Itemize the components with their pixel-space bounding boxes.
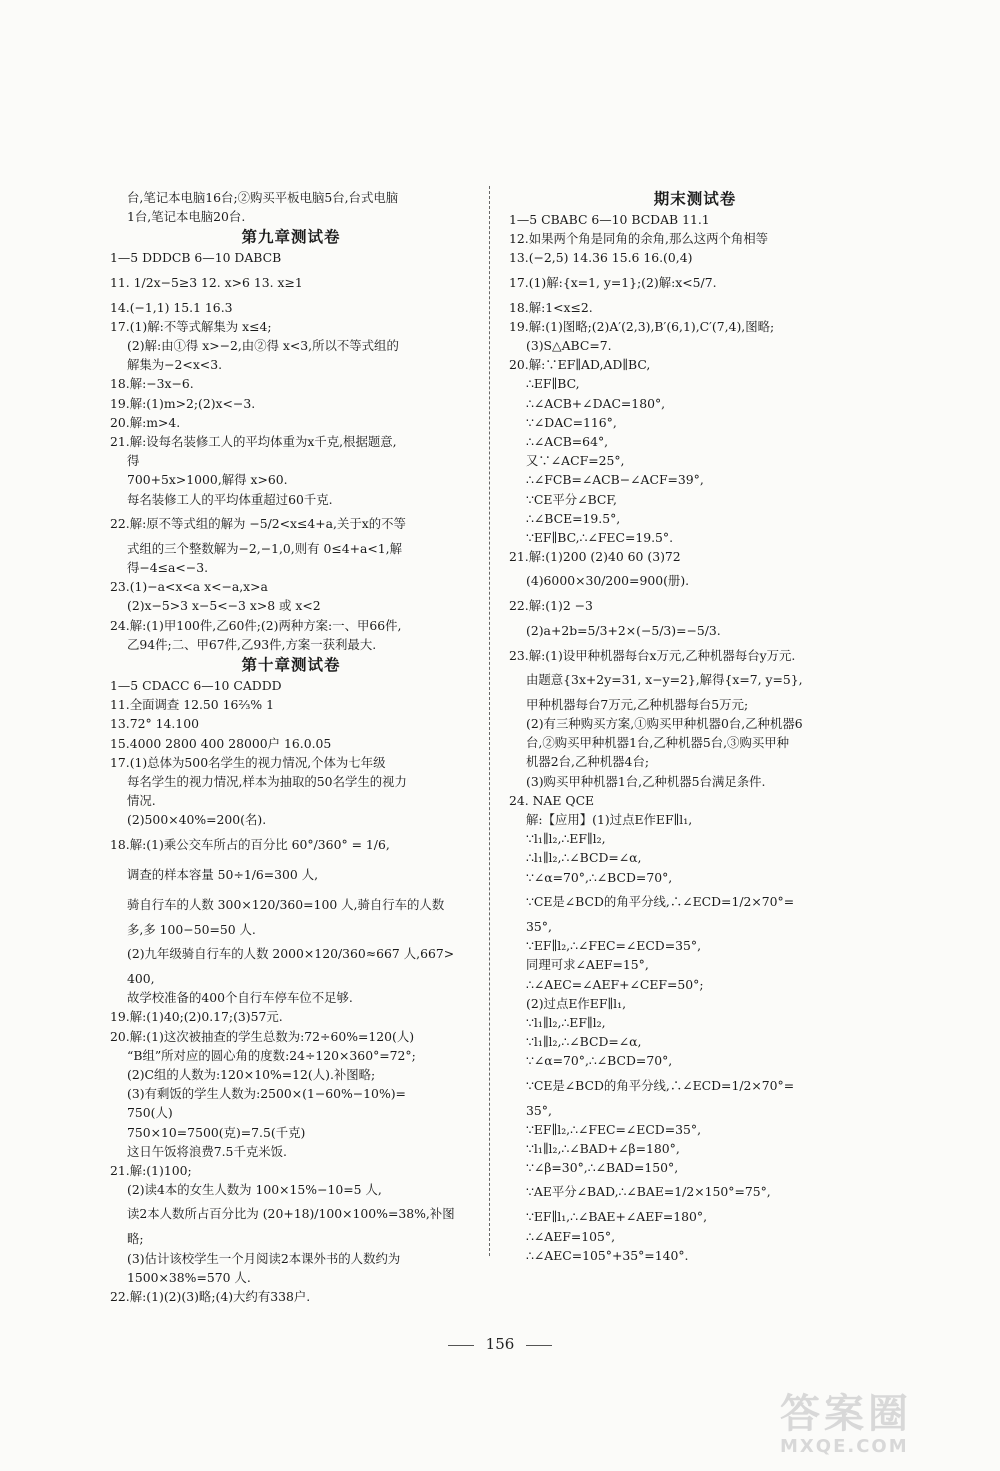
answer-line: (2)500×40%=200(名). <box>127 812 267 828</box>
answer-line: 700+5x>1000,解得 x>60. <box>127 472 288 488</box>
answer-line: “B组”所对应的圆心角的度数:24÷120×360°=72°; <box>127 1047 416 1063</box>
answer-line: 调查的样本容量 50÷1/6=300 人, <box>127 866 319 882</box>
answer-line: ∵CE是∠BCD的角平分线,∴∠ECD=1/2×70°= <box>526 893 795 909</box>
answer-line: ∵∠α=70°,∴∠BCD=70°, <box>526 1053 673 1069</box>
answer-line: ∵EF∥BC,∴∠FEC=19.5°. <box>526 530 674 546</box>
answer-line: 20.解:(1)这次被抽查的学生总数为:72÷60%=120(人) <box>110 1028 415 1044</box>
answer-line: 1—5 CBABC 6—10 BCDAB 11.1 <box>509 212 710 227</box>
answer-line: ∵l₁∥l₂,∴EF∥l₂, <box>526 831 606 847</box>
answer-line: 21.解:(1)200 (2)40 60 (3)72 <box>509 549 681 565</box>
answer-line: 13.72° 14.100 <box>110 716 199 732</box>
watermark-title: 答案圈 <box>780 1391 912 1437</box>
answer-line: ∴∠AEC=∠AEF+∠CEF=50°; <box>526 976 704 992</box>
answer-line: (2)a+2b=5/3+2×(−5/3)=−5/3. <box>526 622 721 638</box>
answer-line: (4)6000×30/200=900(册). <box>526 573 690 589</box>
answer-line: ∴∠AEC=105°+35°=140°. <box>526 1247 689 1263</box>
watermark-logo <box>780 1392 980 1462</box>
answer-line: ∵EF∥l₂,∴∠FEC=∠ECD=35°, <box>526 938 702 954</box>
answer-line: 22.解:(1)(2)(3)略;(4)大约有338户. <box>110 1288 311 1304</box>
answer-line: ∵l₁∥l₂,∴∠BAD+∠β=180°, <box>526 1140 680 1156</box>
answer-line: (2)九年级骑自行车的人数 2000×120/360≈667 人,667> <box>127 945 455 961</box>
answer-line: 得−4≤a<−3. <box>127 560 209 576</box>
answer-line: 每名学生的视力情况,样本为抽取的50名学生的视力 <box>127 774 407 790</box>
answer-line: 22.解:(1)2 −3 <box>509 598 593 614</box>
answer-line: (3)有剩饭的学生人数为:2500×(1−60%−10%)= <box>127 1086 406 1102</box>
page-number: 156 <box>485 1335 515 1353</box>
answer-line: 台,笔记本电脑16台;②购买平板电脑5台,台式电脑 <box>127 190 399 205</box>
answer-line: ∴∠ACB=64°, <box>526 434 609 450</box>
footer-dash-left <box>448 1345 474 1346</box>
answer-line: 15.4000 2800 400 28000户 16.0.05 <box>110 735 332 751</box>
answer-line: (2)读4本的女生人数为 100×15%−10=5 人, <box>127 1182 382 1198</box>
answer-line: 式组的三个整数解为−2,−1,0,则有 0≤4+a<1,解 <box>127 540 402 556</box>
answer-line: 20.解:m>4. <box>110 414 181 430</box>
answer-line: 读2本人数所占百分比为 (20+18)/100×100%=38%,补图 <box>127 1206 455 1222</box>
answer-line: ∵∠β=30°,∴∠BAD=150°, <box>526 1160 679 1176</box>
footer-dash-right <box>526 1345 552 1346</box>
answer-line: 这日午饭将浪费7.5千克米饭. <box>127 1143 287 1159</box>
left-column <box>110 188 472 1306</box>
answer-line: 机器2台,乙种机器4台; <box>526 754 650 770</box>
answer-line: 23.(1)−a<x<a x<−a,x>a <box>110 579 268 595</box>
answer-line: 22.解:原不等式组的解为 −5/2<x≤4+a,关于x的不等 <box>110 515 406 531</box>
answer-line: ∵∠DAC=116°, <box>526 414 617 430</box>
answer-line: 19.解:(1)40;(2)0.17;(3)57元. <box>110 1009 283 1025</box>
answer-line: 略; <box>127 1231 144 1247</box>
answer-line: 23.解:(1)设甲种机器每台x万元,乙种机器每台y万元. <box>509 647 796 663</box>
answer-line: 又∵∠ACF=25°, <box>526 453 625 469</box>
answer-line: (2)过点E作EF∥l₁, <box>526 995 627 1011</box>
answer-line: (3)估计该校学生一个月阅读2本课外书的人数约为 <box>127 1250 401 1266</box>
answer-line: 1—5 DDDCB 6—10 DABCB <box>110 250 282 266</box>
answer-line: ∵l₁∥l₂,∴EF∥l₂, <box>526 1014 606 1030</box>
answer-line: 每名装修工人的平均体重超过60千克. <box>127 491 333 507</box>
answer-line: ∵l₁∥l₂,∴∠BCD=∠α, <box>526 1034 642 1050</box>
answer-line: 21.解:设每名装修工人的平均体重为x千克,根据题意, <box>110 434 397 450</box>
answer-line: (3)购买甲种机器1台,乙种机器5台满足条件. <box>526 773 766 789</box>
answer-line: (2)有三种购买方案,①购买甲种机器0台,乙种机器6 <box>526 716 803 732</box>
answer-line: ∵AE平分∠BAD,∴∠BAE=1/2×150°=75°, <box>526 1184 771 1200</box>
answer-line: 解:【应用】(1)过点E作EF∥l₁, <box>526 812 693 828</box>
section-heading: 期末测试卷 <box>653 190 737 208</box>
answer-line: 19.解:(1)图略;(2)A′(2,3),B′(6,1),C′(7,4),图略; <box>509 318 775 334</box>
answer-line: 750(人) <box>127 1105 173 1121</box>
answer-line: (2)C组的人数为:120×10%=12(人).补图略; <box>127 1066 376 1082</box>
answer-line: 由题意{3x+2y=31, x−y=2},解得{x=7, y=5}, <box>526 671 803 687</box>
answer-line: 35°, <box>526 918 552 934</box>
answer-line: 14.(−1,1) 15.1 16.3 <box>110 299 233 315</box>
answer-line: ∴l₁∥l₂,∴∠BCD=∠α, <box>526 850 642 866</box>
answer-line: 故学校准备的400个自行车停车位不足够. <box>127 990 353 1006</box>
answer-line: ∴∠AEF=105°, <box>526 1228 616 1244</box>
answer-line: 11.全面调查 12.50 16⅔% 1 <box>110 697 274 713</box>
answer-line: 解集为−2<x<3. <box>127 357 223 373</box>
answer-line: ∴∠ACB+∠DAC=180°, <box>526 395 666 411</box>
section-heading: 第九章测试卷 <box>241 228 341 247</box>
answer-line: 多,多 100−50=50 人. <box>127 921 256 937</box>
answer-line: (2)x−5>3 x−5<−3 x>8 或 x<2 <box>127 598 321 614</box>
answer-line: 1500×38%=570 人. <box>127 1269 251 1285</box>
answer-line: (2)解:由①得 x>−2,由②得 x<3,所以不等式组的 <box>127 338 399 354</box>
answer-line: 21.解:(1)100; <box>110 1162 192 1178</box>
answer-line: ∵EF∥l₂,∴∠FEC=∠ECD=35°, <box>526 1121 702 1137</box>
answer-line: 17.(1)解:不等式解集为 x≤4; <box>110 318 272 334</box>
right-column <box>509 188 881 1265</box>
section-heading: 第十章测试卷 <box>241 656 341 675</box>
answer-line: 18.解:(1)乘公交车所占的百分比 60°/360° = 1/6, <box>110 836 390 852</box>
answer-line: 18.解:−3x−6. <box>110 376 194 392</box>
answer-line: 13.(−2,5) 14.36 15.6 16.(0,4) <box>509 250 693 266</box>
answer-line: 12.如果两个角是同角的余角,那么这两个角相等 <box>509 231 769 247</box>
answer-line: ∴∠FCB=∠ACB−∠ACF=39°, <box>526 472 704 488</box>
answer-line: 20.解:∵EF∥AD,AD∥BC, <box>509 357 651 373</box>
answer-line: 17.(1)解:{x=1, y=1};(2)解:x<5/7. <box>509 274 717 290</box>
answer-line: ∵CE是∠BCD的角平分线,∴∠ECD=1/2×70°= <box>526 1077 795 1093</box>
answer-line: 情况. <box>127 793 156 809</box>
answer-line: 台,②购买甲种机器1台,乙种机器5台,③购买甲种 <box>526 735 790 751</box>
answer-line: ∴EF∥BC, <box>526 376 580 392</box>
answer-line: 同理可求∠AEF=15°, <box>526 957 649 973</box>
answer-line: 24. NAE QCE <box>509 792 595 808</box>
column-divider <box>489 186 490 1256</box>
answer-line: 甲种机器每台7万元,乙种机器每台5万元; <box>526 696 749 712</box>
answer-line: 24.解:(1)甲100件,乙60件;(2)两种方案:一、甲66件, <box>110 617 402 633</box>
answer-line: (3)S△ABC=7. <box>526 338 612 354</box>
answer-line: ∵∠α=70°,∴∠BCD=70°, <box>526 869 673 885</box>
answer-line: 1台,笔记本电脑20台. <box>127 209 246 225</box>
answer-line: 400, <box>127 970 155 986</box>
answer-line: 1—5 CDACC 6—10 CADDD <box>110 678 282 694</box>
answer-line: 18.解:1<x≤2. <box>509 299 593 315</box>
page-footer <box>0 1335 1000 1353</box>
answer-line: 750×10=7500(克)=7.5(千克) <box>127 1124 306 1140</box>
answer-line: 乙94件;二、甲67件,乙93件,方案一获利最大. <box>127 636 377 652</box>
answer-line: 得 <box>127 453 140 469</box>
answer-line: 19.解:(1)m>2;(2)x<−3. <box>110 395 256 411</box>
answer-line: 骑自行车的人数 300×120/360=100 人,骑自行车的人数 <box>127 896 445 912</box>
answer-line: ∵EF∥l₁,∴∠BAE+∠AEF=180°, <box>526 1209 708 1225</box>
answer-line: 17.(1)总体为500名学生的视力情况,个体为七年级 <box>110 754 386 770</box>
watermark-url: MXQE.COM <box>780 1436 909 1457</box>
answer-line: 11. 1/2x−5≥3 12. x>6 13. x≥1 <box>110 274 303 290</box>
answer-line: 35°, <box>526 1102 552 1118</box>
answer-line: ∴∠BCE=19.5°, <box>526 510 621 526</box>
answer-line: ∵CE平分∠BCF, <box>526 491 617 507</box>
